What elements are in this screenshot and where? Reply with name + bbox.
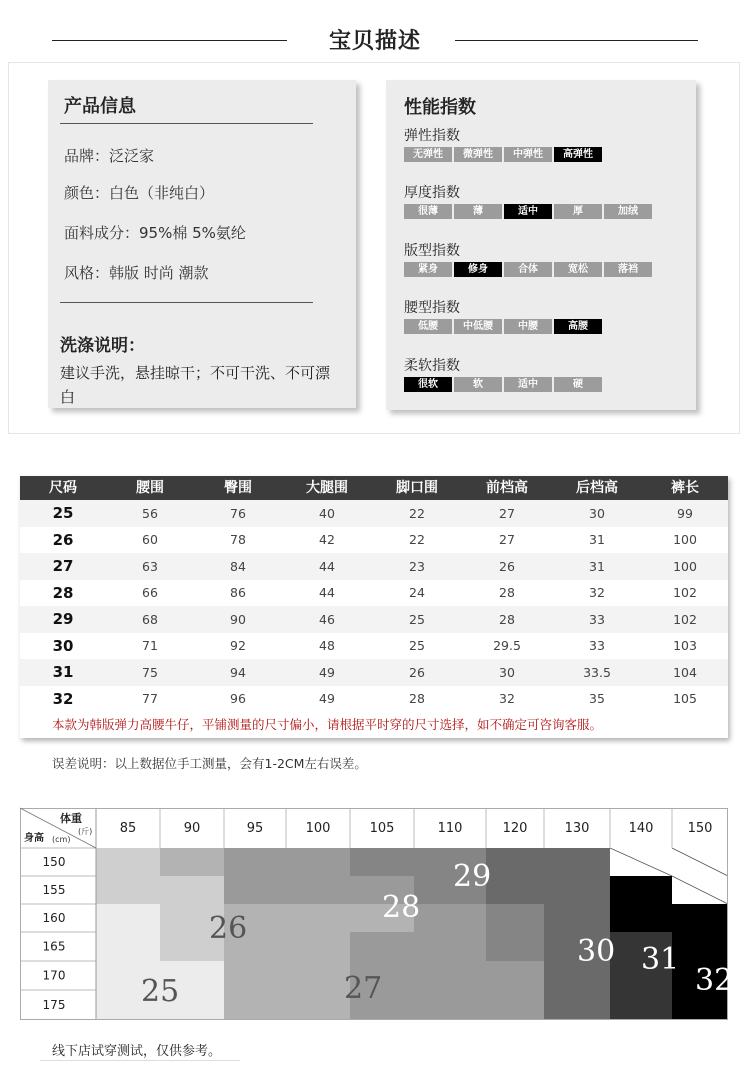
- metric-option: 薄: [454, 204, 502, 219]
- table-row: [20, 580, 728, 607]
- grid-cell: [544, 904, 610, 932]
- grid-cell: [286, 961, 350, 990]
- size-label-31: 31: [641, 942, 680, 977]
- table-cell: 32: [589, 585, 605, 601]
- grid-cell: [414, 990, 486, 1020]
- washing-title: 洗涤说明：: [60, 336, 145, 356]
- size-table-header: [20, 476, 728, 500]
- size-table-body: [20, 500, 728, 712]
- table-cell: 27: [52, 557, 74, 576]
- performance-title: 性能指数: [404, 97, 476, 118]
- table-cell: 94: [230, 664, 246, 680]
- grid-cell: [414, 932, 486, 961]
- metric-option: 软: [454, 377, 502, 392]
- table-cell: 103: [673, 638, 697, 654]
- size-label-26: 26: [209, 911, 248, 946]
- table-cell: 31: [589, 532, 605, 548]
- table-cell: 56: [142, 505, 158, 521]
- height-label: 165: [42, 939, 66, 954]
- table-cell: 26: [499, 558, 515, 574]
- column-header: 腰围: [136, 480, 164, 496]
- divider: [60, 302, 313, 303]
- height-header-column: [20, 848, 96, 1020]
- table-cell: 30: [499, 664, 515, 680]
- weight-label: 110: [437, 821, 463, 836]
- table-cell: 25: [52, 504, 74, 523]
- height-label: 175: [42, 998, 66, 1012]
- table-row: [20, 500, 728, 527]
- grid-cell: [486, 932, 544, 961]
- metric-options: [404, 147, 602, 162]
- size-table: [20, 476, 728, 738]
- table-cell: 44: [319, 558, 335, 574]
- grid-cell: [286, 990, 350, 1020]
- metric-label: 柔软指数: [404, 358, 460, 374]
- corner-weight-unit: (斤): [78, 827, 93, 836]
- metric-option: 适中: [504, 377, 552, 392]
- table-row: [20, 633, 728, 660]
- column-header: 大腿围: [306, 480, 348, 496]
- brand-info: 品牌：泛泛家: [64, 147, 155, 165]
- metric-option: 低腰: [404, 319, 452, 334]
- grid-cell: [96, 932, 160, 961]
- height-label: 155: [42, 883, 66, 897]
- table-cell: 76: [230, 505, 246, 521]
- table-cell: 33: [589, 638, 605, 654]
- weight-label: 95: [246, 821, 264, 836]
- table-cell: 33.5: [583, 664, 611, 680]
- table-cell: 99: [677, 505, 693, 521]
- metric-option: 加绒: [604, 204, 652, 219]
- error-note: 误差说明：以上数据位手工测量，会有1-2CM左右误差。: [52, 756, 367, 771]
- metric-option: 中弹性: [504, 147, 552, 162]
- grid-cell: [286, 904, 350, 932]
- metric-options: [404, 319, 602, 334]
- table-cell: 100: [673, 532, 697, 548]
- grid-cell: [544, 876, 610, 904]
- table-cell: 102: [673, 585, 697, 601]
- divider: [60, 123, 313, 124]
- grid-cell: [224, 961, 286, 990]
- table-cell: 71: [142, 638, 158, 654]
- metric-option: 微弹性: [454, 147, 502, 162]
- grid-cell: [486, 848, 544, 876]
- corner-height-label: 身高: [24, 833, 44, 844]
- color-info: 颜色：白色（非纯白）: [64, 184, 215, 202]
- metric-option: 合体: [504, 262, 552, 277]
- table-cell: 28: [499, 611, 515, 627]
- grid-cell: [286, 932, 350, 961]
- size-label-25: 25: [141, 974, 180, 1009]
- weight-label: 130: [564, 821, 590, 836]
- height-label: 160: [42, 911, 66, 925]
- table-row: [20, 553, 728, 580]
- table-cell: 25: [409, 611, 425, 627]
- table-cell: 23: [409, 558, 425, 574]
- footer-note: 线下店试穿测试，仅供参考。: [52, 1044, 222, 1059]
- column-header: 后档高: [576, 480, 618, 496]
- column-header: 脚口围: [396, 480, 438, 496]
- metric-options: [404, 377, 602, 392]
- metric-label: 厚度指数: [404, 185, 460, 201]
- table-row: [20, 606, 728, 633]
- table-cell: 32: [499, 691, 515, 707]
- metric-option: 落裆: [604, 262, 652, 277]
- metric-option: 修身: [454, 262, 502, 277]
- table-cell: 66: [142, 585, 158, 601]
- footer-line: [40, 1060, 240, 1061]
- column-header: 裤长: [671, 480, 699, 496]
- table-cell: 30: [52, 636, 74, 655]
- table-cell: 27: [499, 532, 515, 548]
- table-cell: 86: [230, 585, 246, 601]
- corner-height-unit: (cm): [52, 835, 71, 844]
- washing-text: 建议手洗，悬挂晾干；不可干洗、不可漂白: [60, 364, 331, 406]
- grid-cell: [286, 876, 350, 904]
- weight-label: 105: [369, 821, 395, 836]
- grid-cell: [96, 848, 160, 876]
- table-cell: 104: [673, 664, 697, 680]
- header-line-right: [455, 40, 698, 41]
- grid-cell: [224, 876, 286, 904]
- table-cell: 105: [673, 691, 697, 707]
- weight-label: 90: [183, 821, 201, 836]
- metric-options: [404, 204, 652, 219]
- grid-cell: [610, 990, 672, 1020]
- grid-cell: [224, 848, 286, 876]
- table-cell: 35: [589, 691, 605, 707]
- weight-label: 150: [687, 821, 713, 836]
- table-cell: 68: [142, 611, 158, 627]
- column-header: 臀围: [224, 480, 252, 496]
- grid-cell: [350, 932, 414, 961]
- grid-cell: [486, 904, 544, 932]
- table-cell: 92: [230, 638, 246, 654]
- grid-cell: [610, 876, 672, 904]
- table-cell: 32: [52, 689, 74, 708]
- table-cell: 96: [230, 691, 246, 707]
- table-cell: 26: [52, 530, 74, 549]
- table-cell: 28: [409, 691, 425, 707]
- table-cell: 100: [673, 558, 697, 574]
- metric-option: 中腰: [504, 319, 552, 334]
- table-cell: 42: [319, 532, 335, 548]
- metric-label: 弹性指数: [404, 128, 460, 144]
- metric-option: 无弹性: [404, 147, 452, 162]
- table-cell: 75: [142, 664, 158, 680]
- column-header: 前档高: [486, 480, 528, 496]
- size-label-30: 30: [577, 934, 616, 969]
- corner-weight-label: 体重: [60, 812, 82, 825]
- table-cell: 25: [409, 638, 425, 654]
- weight-label: 100: [305, 821, 331, 836]
- grid-cell: [414, 904, 486, 932]
- style-info: 风格：韩版 时尚 潮款: [64, 264, 209, 282]
- weight-label: 140: [628, 821, 654, 836]
- table-cell: 30: [589, 505, 605, 521]
- table-cell: 29: [52, 610, 74, 629]
- grid-cell: [486, 990, 544, 1020]
- grid-cell: [672, 932, 728, 961]
- metric-options: [404, 262, 652, 277]
- size-label-28: 28: [382, 890, 421, 925]
- page-title: 宝贝描述: [328, 29, 421, 54]
- table-cell: 48: [319, 638, 335, 654]
- table-row: [20, 659, 728, 686]
- table-cell: 24: [409, 585, 425, 601]
- table-cell: 77: [142, 691, 158, 707]
- grid-cell: [96, 876, 160, 904]
- table-row: [20, 686, 728, 713]
- metric-option: 高弹性: [554, 147, 602, 162]
- height-label: 150: [42, 855, 66, 869]
- grid-cell: [486, 961, 544, 990]
- grid-cell: [544, 848, 610, 876]
- table-cell: 31: [589, 558, 605, 574]
- table-cell: 28: [52, 583, 74, 602]
- size-recommendation-chart: [20, 808, 734, 1020]
- grid-cell: [286, 848, 350, 876]
- metric-option: 高腰: [554, 319, 602, 334]
- table-cell: 29.5: [493, 638, 521, 654]
- table-cell: 78: [230, 532, 246, 548]
- table-cell: 31: [52, 663, 74, 682]
- metric-option: 宽松: [554, 262, 602, 277]
- grid-cell: [224, 990, 286, 1020]
- product-info-title: 产品信息: [64, 96, 136, 117]
- metric-option: 很薄: [404, 204, 452, 219]
- weight-label: 120: [502, 821, 528, 836]
- metric-option: 硬: [554, 377, 602, 392]
- table-cell: 46: [319, 611, 335, 627]
- fabric-info: 面料成分：95%棉 5%氨纶: [64, 224, 246, 242]
- table-cell: 22: [409, 532, 425, 548]
- height-label: 170: [42, 968, 66, 983]
- table-cell: 44: [319, 585, 335, 601]
- table-cell: 22: [409, 505, 425, 521]
- table-cell: 60: [142, 532, 158, 548]
- table-cell: 102: [673, 611, 697, 627]
- grid-cell: [96, 904, 160, 932]
- grid-cell: [350, 848, 414, 876]
- grid-cell: [610, 904, 672, 932]
- metric-option: 很软: [404, 377, 452, 392]
- grid-cell: [414, 961, 486, 990]
- size-table-note: 本款为韩版弹力高腰牛仔，平铺测量的尺寸偏小，请根据平时穿的尺寸选择，如不确定可咨询客服。: [20, 712, 728, 738]
- size-label-32: 32: [695, 963, 734, 998]
- size-label-27: 27: [344, 971, 383, 1006]
- table-cell: 40: [319, 505, 335, 521]
- grid-cell: [544, 990, 610, 1020]
- table-cell: 49: [319, 691, 335, 707]
- grid-cell: [486, 876, 544, 904]
- table-cell: 90: [230, 611, 246, 627]
- column-header: 尺码: [49, 480, 77, 496]
- table-cell: 27: [499, 505, 515, 521]
- table-cell: 84: [230, 558, 246, 574]
- metric-label: 腰型指数: [404, 300, 460, 316]
- grid-cell: [672, 904, 728, 932]
- metric-option: 紧身: [404, 262, 452, 277]
- table-cell: 49: [319, 664, 335, 680]
- metric-option: 适中: [504, 204, 552, 219]
- metric-label: 版型指数: [404, 243, 460, 259]
- table-cell: 63: [142, 558, 158, 574]
- size-chart-svg: [20, 808, 734, 1020]
- table-cell: 26: [409, 664, 425, 680]
- product-info-panel: [48, 80, 356, 408]
- metric-option: 中低腰: [454, 319, 502, 334]
- grid-cell: [160, 848, 224, 876]
- metric-option: 厚: [554, 204, 602, 219]
- table-row: [20, 527, 728, 554]
- table-cell: 33: [589, 611, 605, 627]
- size-label-29: 29: [453, 859, 492, 894]
- table-cell: 28: [499, 585, 515, 601]
- grid-cell: [160, 876, 224, 904]
- weight-label: 85: [119, 821, 137, 836]
